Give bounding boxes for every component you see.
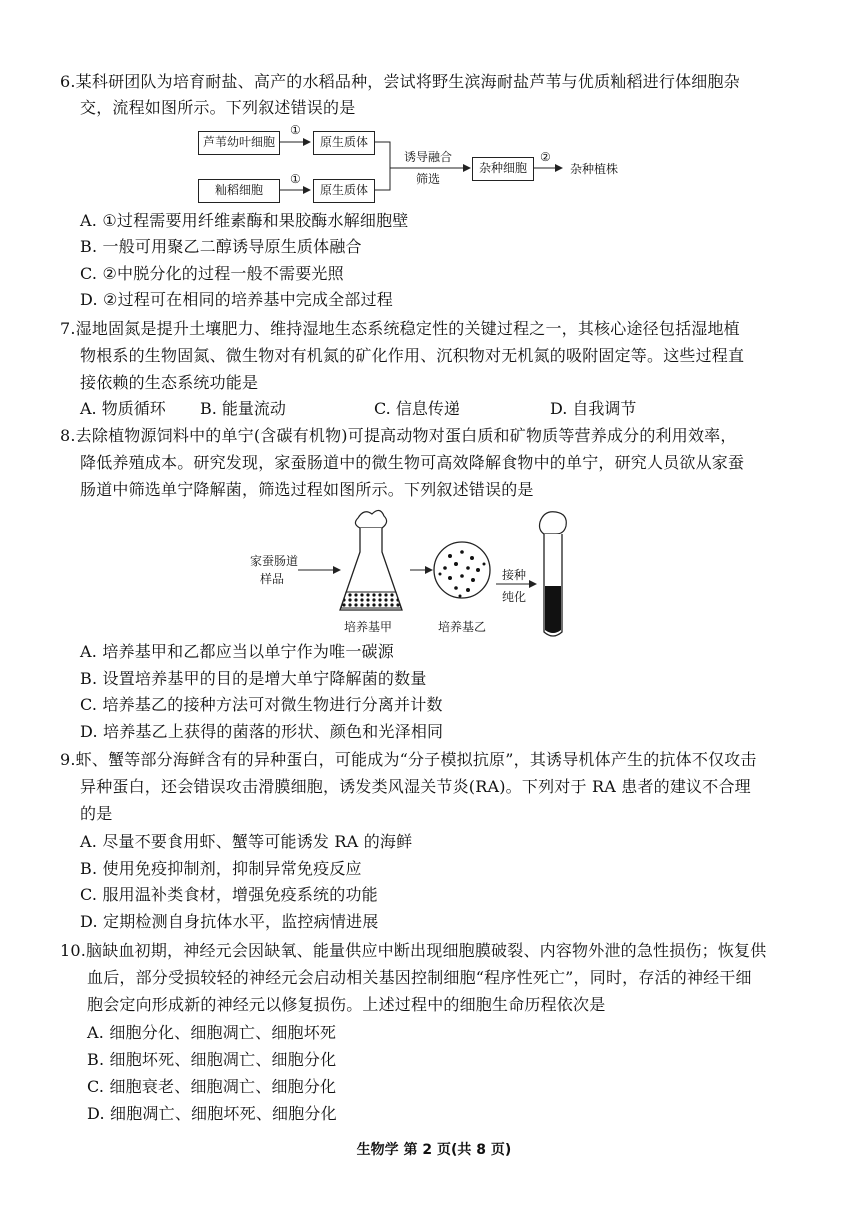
q6-step2-label: ②	[540, 150, 551, 164]
q8-purify-label: 纯化	[502, 590, 527, 604]
q9-stem-line-2: 异种蛋白，还会错误攻击滑膜细胞，诱发类风湿关节炎(RA)。下列对于 RA 患者的建议不合理	[80, 777, 751, 796]
q9-option-b: B. 使用免疫抑制剂，抑制异常免疫反应	[80, 859, 362, 878]
q6-stem-line-1: 6.某科研团队为培育耐盐、高产的水稻品种，尝试将野生滨海耐盐芦苇与优质籼稻进行体细胞杂	[60, 72, 740, 91]
q9-option-c: C. 服用温补类食材，增强免疫系统的功能	[80, 885, 378, 904]
q6-stem-line-2: 交，流程如图所示。下列叙述错误的是	[80, 98, 356, 117]
q9-stem-line-1: 9.虾、蟹等部分海鲜含有的异种蛋白，可能成为“分子模拟抗原”，其诱导机体产生的抗体不仅攻击	[60, 750, 757, 769]
q6-hybrid-plant-label: 杂种植株	[570, 162, 619, 176]
q8-option-a: A. 培养基甲和乙都应当以单宁作为唯一碳源	[80, 642, 394, 661]
q8-petri-dish-icon	[434, 542, 490, 598]
q8-flask-icon	[340, 510, 402, 610]
q8-medium-b-label: 培养基乙	[438, 620, 487, 634]
q10-stem-line-3: 胞会定向形成新的神经元以修复损伤。上述过程中的细胞生命历程依次是	[87, 995, 606, 1014]
q6-screening-label: 筛选	[416, 172, 441, 186]
q7-option-b: B. 能量流动	[200, 399, 286, 418]
q6-step1-label-top: ①	[290, 123, 301, 137]
q7-options-row	[80, 398, 780, 420]
q9-option-a: A. 尽量不要食用虾、蟹等可能诱发 RA 的海鲜	[80, 832, 413, 851]
q9-option-d: D. 定期检测自身抗体水平，监控病情进展	[80, 912, 379, 931]
q6-protoplast-box-bottom: 原生质体	[313, 179, 375, 203]
q6-reed-cell-box: 芦苇幼叶细胞	[198, 131, 280, 155]
q8-diagram-art	[240, 508, 580, 640]
q10-stem-line-1: 10.脑缺血初期，神经元会因缺氧、能量供应中断出现细胞膜破裂、内容物外泄的急性损伤；恢复供	[60, 941, 767, 960]
q9-stem-line-3: 的是	[80, 804, 113, 823]
q8-screening-diagram	[240, 508, 580, 640]
q6-option-a: A. ①过程需要用纤维素酶和果胶酶水解细胞壁	[80, 211, 409, 230]
q8-stem-line-2: 降低养殖成本。研究发现，家蚕肠道中的微生物可高效降解食物中的单宁，研究人员欲从家蚕	[80, 453, 745, 472]
q7-stem-line-2: 物根系的生物固氮、微生物对有机氮的矿化作用、沉积物对无机氮的吸附固定等。这些过程直	[80, 346, 745, 365]
q6-rice-cell-box: 籼稻细胞	[198, 179, 280, 203]
q7-option-a: A. 物质循环	[80, 399, 166, 418]
q7-option-c: C. 信息传递	[374, 399, 460, 418]
q10-stem-line-2: 血后，部分受损较轻的神经元会启动相关基因控制细胞“程序性死亡”，同时，存活的神经干细	[87, 968, 752, 987]
q6-option-d: D. ②过程可在相同的培养基中完成全部过程	[80, 290, 393, 309]
q8-sample-label-top: 家蚕肠道	[250, 554, 299, 568]
q7-stem-line-1: 7.湿地固氮是提升土壤肥力、维持湿地生态系统稳定性的关键过程之一，其核心途径包括湿地植	[60, 319, 740, 338]
q10-option-d: D. 细胞凋亡、细胞坏死、细胞分化	[87, 1104, 337, 1123]
q6-option-c: C. ②中脱分化的过程一般不需要光照	[80, 264, 344, 283]
page-footer: 生物学 第 2 页(共 8 页)	[356, 1142, 512, 1158]
q10-option-b: B. 细胞坏死、细胞凋亡、细胞分化	[87, 1050, 337, 1069]
q8-option-b: B. 设置培养基甲的目的是增大单宁降解菌的数量	[80, 669, 427, 688]
q8-option-d: D. 培养基乙上获得的菌落的形状、颜色和光泽相同	[80, 722, 444, 741]
q8-option-c: C. 培养基乙的接种方法可对微生物进行分离并计数	[80, 695, 443, 714]
q6-fusion-diagram	[190, 122, 650, 206]
q7-stem-line-3: 接依赖的生态系统功能是	[80, 373, 259, 392]
q6-option-b: B. 一般可用聚乙二醇诱导原生质体融合	[80, 237, 362, 256]
q8-stem-line-1: 8.去除植物源饲料中的单宁(含碳有机物)可提高动物对蛋白质和矿物质等营养成分的利用效率，	[60, 426, 737, 445]
q6-merge-bracket	[374, 142, 390, 190]
q8-test-tube-icon	[540, 512, 567, 636]
q6-hybrid-cell-box: 杂种细胞	[472, 157, 534, 181]
q8-inoculate-label: 接种	[502, 568, 527, 582]
q6-protoplast-box-top: 原生质体	[313, 131, 375, 155]
q8-sample-label-bottom: 样品	[260, 572, 285, 586]
q10-option-a: A. 细胞分化、细胞凋亡、细胞坏死	[87, 1023, 337, 1042]
q8-stem-line-3: 肠道中筛选单宁降解菌，筛选过程如图所示。下列叙述错误的是	[80, 480, 534, 499]
q10-option-c: C. 细胞衰老、细胞凋亡、细胞分化	[87, 1077, 337, 1096]
q6-step1-label-bottom: ①	[290, 172, 301, 186]
q7-option-d: D. 自我调节	[550, 399, 637, 418]
q6-fusion-label: 诱导融合	[404, 150, 453, 164]
q8-medium-a-label: 培养基甲	[344, 620, 393, 634]
